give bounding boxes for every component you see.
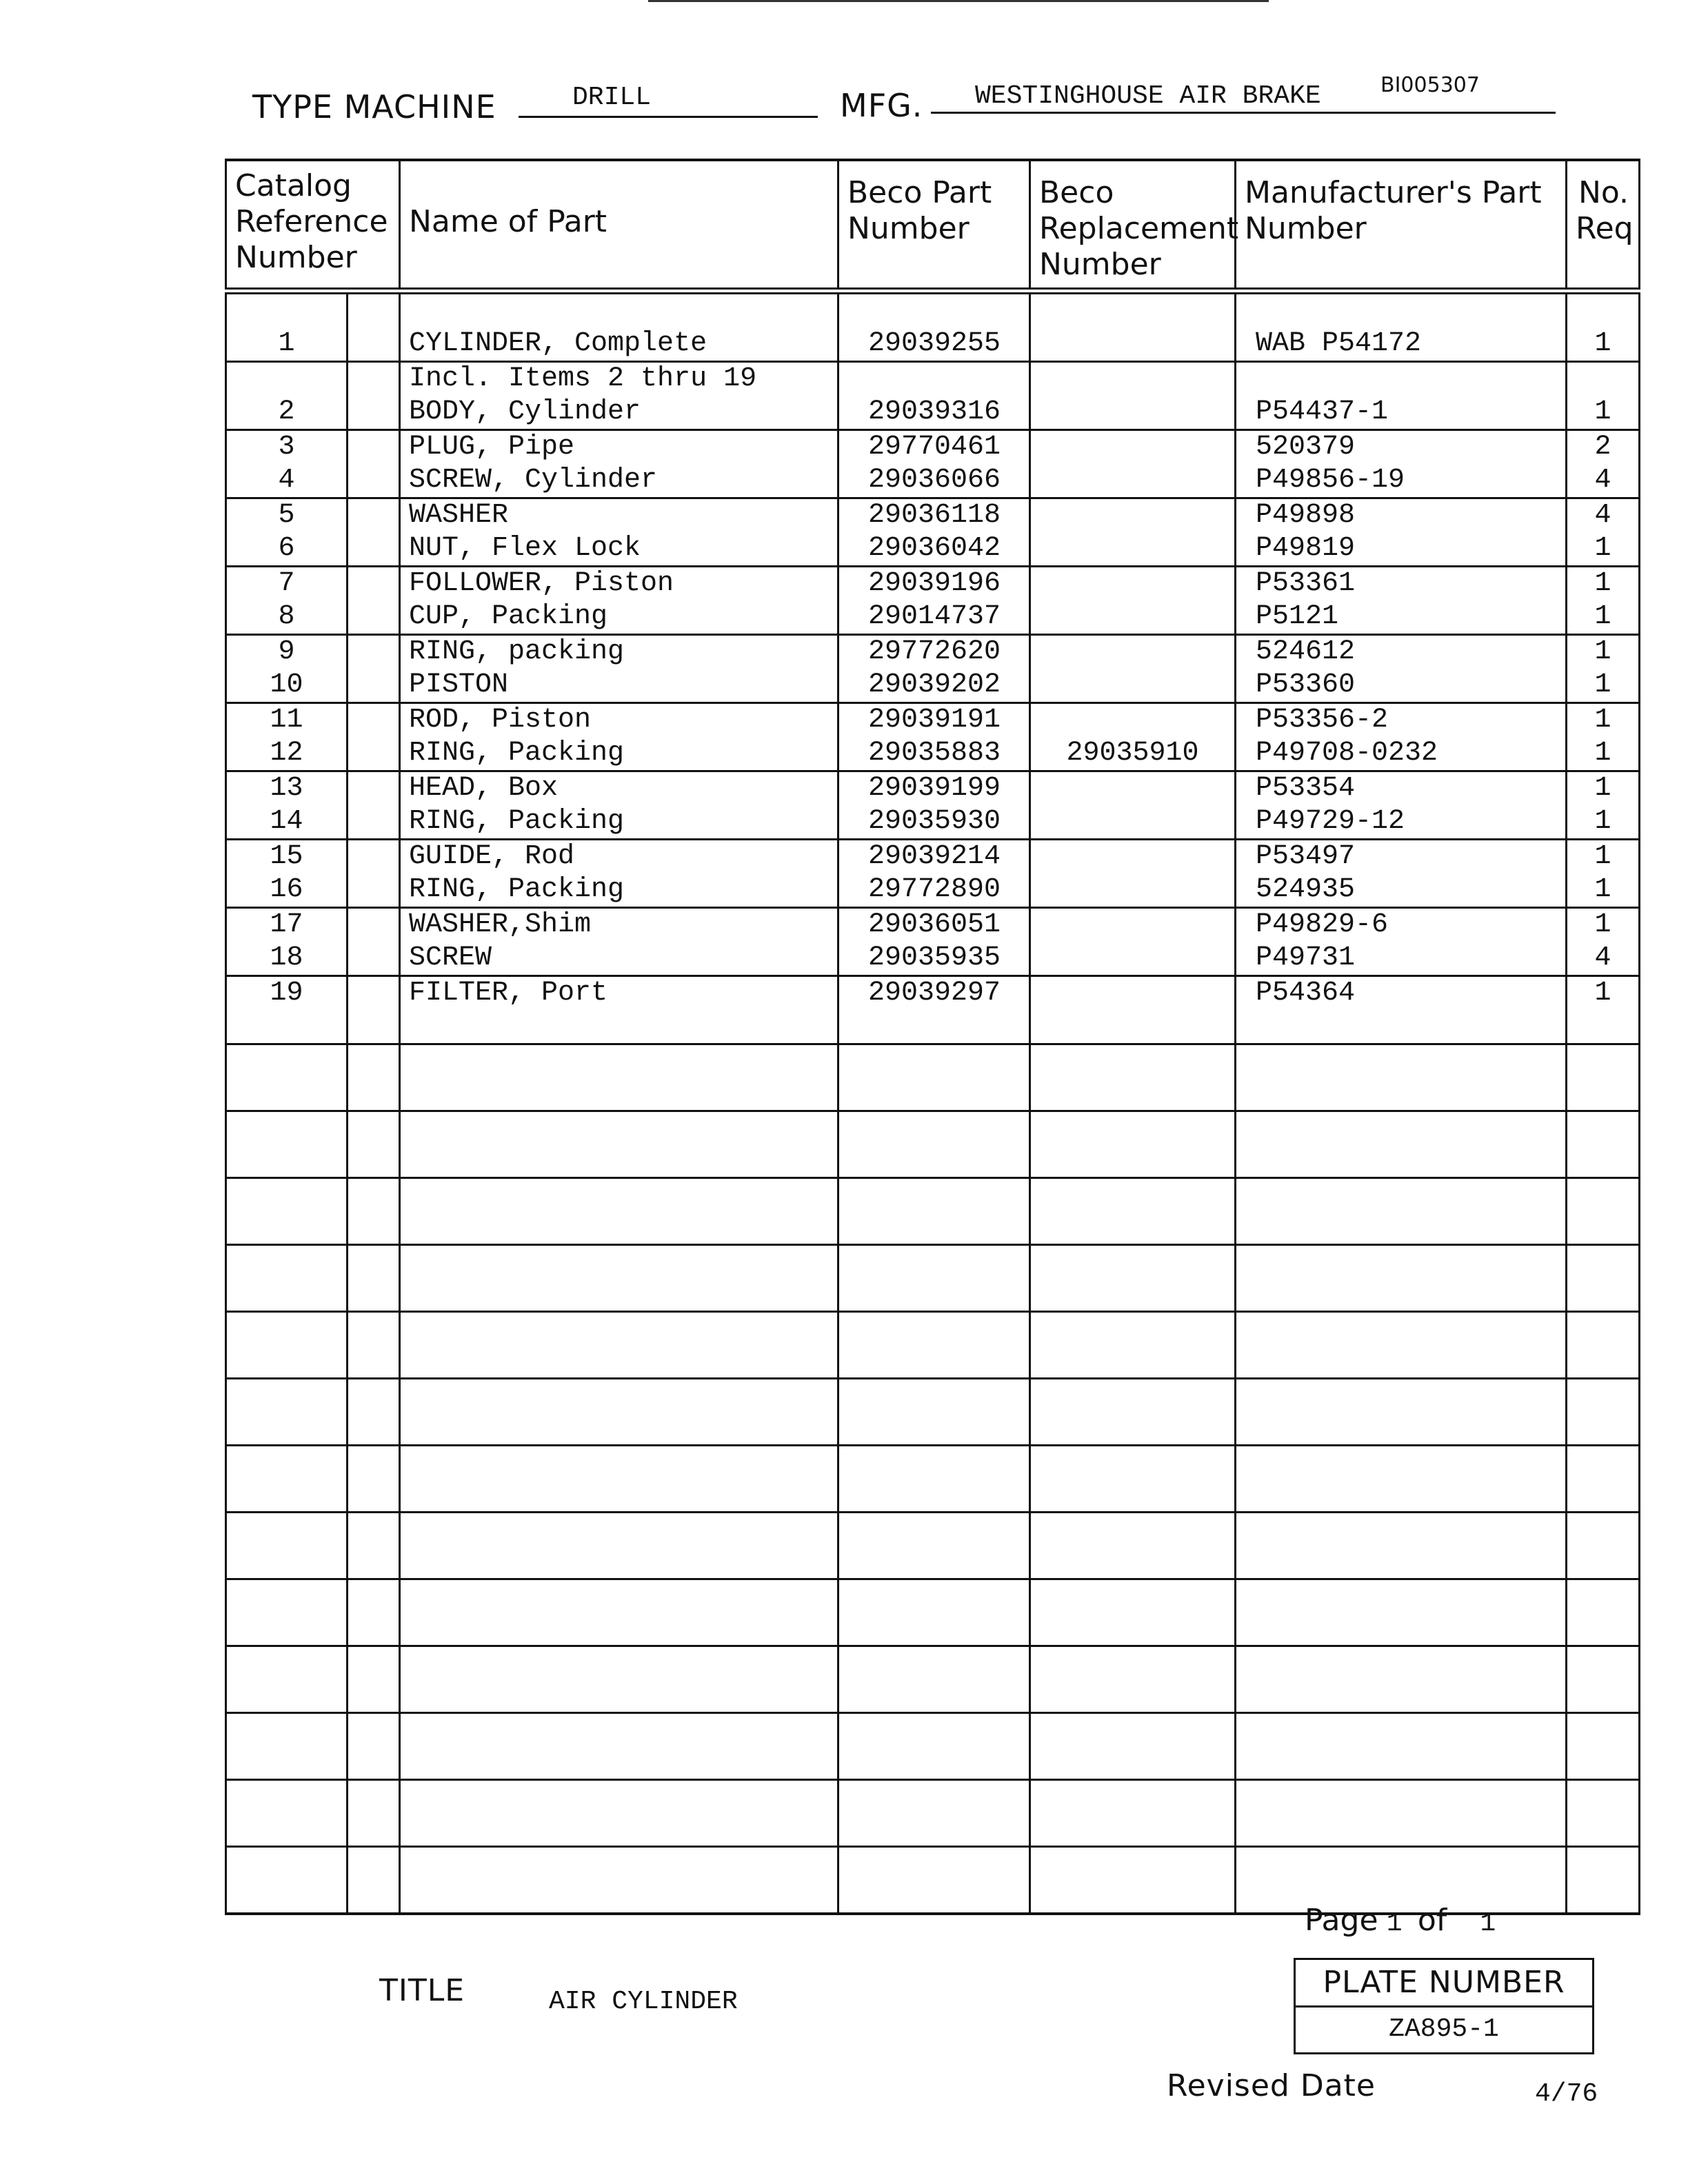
- cell-mfr: P54437-1: [1236, 396, 1567, 430]
- cell-replacement: [1030, 840, 1236, 874]
- table-row: [226, 669, 1640, 703]
- cell-mfr: P49708-0232: [1236, 737, 1567, 771]
- cell-qty: 1: [1567, 600, 1640, 635]
- parts-table: [225, 159, 1640, 1915]
- table-header-row: [226, 160, 1640, 291]
- cell-ref: 19: [226, 976, 348, 1011]
- cell-ref: 2: [226, 396, 348, 430]
- cell-mfr: P49819: [1236, 532, 1567, 567]
- table-row: [226, 362, 1640, 396]
- table-blank-row: [226, 1446, 1640, 1513]
- cell-qty: 1: [1567, 805, 1640, 840]
- table-row: [226, 771, 1640, 806]
- table-blank-row: [226, 1713, 1640, 1780]
- cell-mfr: P53356-2: [1236, 703, 1567, 738]
- col-header-part-name: Name of Part: [400, 160, 838, 291]
- cell-mfr: P54364: [1236, 976, 1567, 1011]
- cell-replacement: [1030, 327, 1236, 362]
- cell-replacement: [1030, 771, 1236, 806]
- revised-date-label: Revised Date: [1167, 2068, 1376, 2103]
- cell-ref: 4: [226, 464, 348, 498]
- cell-mfr: P5121: [1236, 600, 1567, 635]
- cell-replacement: [1030, 498, 1236, 533]
- cell-name: FOLLOWER, Piston: [400, 567, 838, 601]
- table-row: [226, 635, 1640, 669]
- table-row: [226, 567, 1640, 601]
- cell-name: CUP, Packing: [400, 600, 838, 635]
- cell-ref: 16: [226, 873, 348, 908]
- cell-ref: 6: [226, 532, 348, 567]
- title-value: AIR CYLINDER: [549, 1987, 738, 2016]
- table-row: [226, 840, 1640, 874]
- mfg-underline: [931, 112, 1556, 114]
- cell-ref: 10: [226, 669, 348, 703]
- cell-ref: 9: [226, 635, 348, 669]
- table-blank-row: [226, 1579, 1640, 1646]
- cell-qty: 4: [1567, 498, 1640, 533]
- top-edge-rule: [648, 0, 1269, 2]
- cell-ref: 3: [226, 430, 348, 465]
- cell-qty: 4: [1567, 464, 1640, 498]
- cell-beco: 29035935: [838, 942, 1030, 976]
- cell-name: RING, Packing: [400, 873, 838, 908]
- table-row: [226, 873, 1640, 908]
- cell-replacement: [1030, 635, 1236, 669]
- type-machine-label: TYPE MACHINE: [252, 88, 496, 125]
- cell-replacement: [1030, 976, 1236, 1011]
- table-row: [226, 532, 1640, 567]
- cell-replacement: [1030, 396, 1236, 430]
- cell-beco: 29014737: [838, 600, 1030, 635]
- cell-ref: 1: [226, 327, 348, 362]
- table-blank-row: [226, 1780, 1640, 1847]
- type-machine-value: DRILL: [572, 83, 652, 112]
- table-row: [226, 430, 1640, 465]
- cell-name: FILTER, Port: [400, 976, 838, 1011]
- page-of-label: of: [1417, 1903, 1447, 1938]
- table-row: [226, 464, 1640, 498]
- cell-name: SCREW, Cylinder: [400, 464, 838, 498]
- cell-qty: 1: [1567, 737, 1640, 771]
- table-blank-row: [226, 1044, 1640, 1111]
- col-header-catalog-ref: Catalog Reference Number: [226, 160, 400, 291]
- cell-name: RING, Packing: [400, 805, 838, 840]
- cell-mfr: P49729-12: [1236, 805, 1567, 840]
- col-header-beco-replacement: Beco Replacement Number: [1030, 160, 1236, 291]
- cell-replacement: [1030, 532, 1236, 567]
- table-blank-row: [226, 1513, 1640, 1579]
- table-row: [226, 498, 1640, 533]
- cell-ref: 5: [226, 498, 348, 533]
- cell-ref: 15: [226, 840, 348, 874]
- cell-ref: 12: [226, 737, 348, 771]
- mfg-value: WESTINGHOUSE AIR BRAKE: [975, 81, 1321, 111]
- mfg-label: MFG.: [840, 87, 923, 124]
- table-row: [226, 805, 1640, 840]
- cell-qty: 1: [1567, 976, 1640, 1011]
- table-spacer-row: [226, 1010, 1640, 1044]
- cell-qty: 1: [1567, 327, 1640, 362]
- cell-beco: [838, 362, 1030, 396]
- cell-replacement: [1030, 805, 1236, 840]
- cell-replacement: [1030, 567, 1236, 601]
- col-header-beco-part: Beco Part Number: [838, 160, 1030, 291]
- cell-name: WASHER: [400, 498, 838, 533]
- cell-name: PISTON: [400, 669, 838, 703]
- table-row: [226, 600, 1640, 635]
- cell-mfr: 520379: [1236, 430, 1567, 465]
- cell-name: Incl. Items 2 thru 19: [400, 362, 838, 396]
- cell-ref: 17: [226, 908, 348, 942]
- table-row: [226, 327, 1640, 362]
- cell-name: CYLINDER, Complete: [400, 327, 838, 362]
- cell-ref: [226, 362, 348, 396]
- cell-replacement: [1030, 703, 1236, 738]
- cell-name: HEAD, Box: [400, 771, 838, 806]
- page-indicator: [1305, 1903, 1496, 1939]
- cell-qty: 1: [1567, 771, 1640, 806]
- cell-beco: 29039202: [838, 669, 1030, 703]
- cell-qty: 4: [1567, 942, 1640, 976]
- cell-beco: 29036051: [838, 908, 1030, 942]
- revised-date-value: 4/76: [1535, 2079, 1598, 2109]
- type-machine-underline: [519, 116, 818, 118]
- cell-beco: 29039297: [838, 976, 1030, 1011]
- cell-mfr: WAB P54172: [1236, 327, 1567, 362]
- cell-beco: 29035930: [838, 805, 1030, 840]
- table-row: [226, 396, 1640, 430]
- cell-beco: 29039255: [838, 327, 1030, 362]
- cell-qty: 2: [1567, 430, 1640, 465]
- cell-beco: 29036042: [838, 532, 1030, 567]
- cell-mfr: P53361: [1236, 567, 1567, 601]
- cell-beco: 29772890: [838, 873, 1030, 908]
- cell-replacement: [1030, 669, 1236, 703]
- cell-name: RING, Packing: [400, 737, 838, 771]
- cell-mfr: [1236, 362, 1567, 396]
- cell-replacement: [1030, 942, 1236, 976]
- cell-replacement: 29035910: [1030, 737, 1236, 771]
- table-blank-row: [226, 1111, 1640, 1178]
- cell-ref: 18: [226, 942, 348, 976]
- cell-ref: 13: [226, 771, 348, 806]
- cell-ref: 11: [226, 703, 348, 738]
- cell-ref: 8: [226, 600, 348, 635]
- cell-ref: 7: [226, 567, 348, 601]
- cell-qty: 1: [1567, 396, 1640, 430]
- title-label: TITLE: [379, 1973, 465, 2008]
- cell-beco: 29039199: [838, 771, 1030, 806]
- cell-name: NUT, Flex Lock: [400, 532, 838, 567]
- table-spacer-row: [226, 291, 1640, 327]
- cell-mfr: P49731: [1236, 942, 1567, 976]
- cell-replacement: [1030, 873, 1236, 908]
- cell-replacement: [1030, 362, 1236, 396]
- table-row: [226, 976, 1640, 1011]
- cell-qty: 1: [1567, 703, 1640, 738]
- cell-name: GUIDE, Rod: [400, 840, 838, 874]
- cell-name: RING, packing: [400, 635, 838, 669]
- cell-beco: 29770461: [838, 430, 1030, 465]
- cell-name: BODY, Cylinder: [400, 396, 838, 430]
- cell-qty: 1: [1567, 908, 1640, 942]
- cell-qty: 1: [1567, 873, 1640, 908]
- cell-mfr: P53497: [1236, 840, 1567, 874]
- cell-beco: 29036118: [838, 498, 1030, 533]
- cell-beco: 29039316: [838, 396, 1030, 430]
- table-row: [226, 703, 1640, 738]
- cell-name: ROD, Piston: [400, 703, 838, 738]
- plate-number-box: [1294, 1958, 1594, 2054]
- table-row: [226, 908, 1640, 942]
- cell-qty: 1: [1567, 840, 1640, 874]
- cell-beco: 29035883: [838, 737, 1030, 771]
- page-total: 1: [1480, 1909, 1496, 1939]
- cell-replacement: [1030, 908, 1236, 942]
- cell-qty: [1567, 362, 1640, 396]
- cell-ref: 14: [226, 805, 348, 840]
- col-header-qty: No. Req: [1567, 160, 1640, 291]
- cell-mfr: P53354: [1236, 771, 1567, 806]
- table-blank-row: [226, 1178, 1640, 1245]
- plate-number-value: ZA895-1: [1389, 2014, 1499, 2044]
- cell-beco: 29036066: [838, 464, 1030, 498]
- cell-beco: 29039214: [838, 840, 1030, 874]
- cell-qty: 1: [1567, 532, 1640, 567]
- cell-name: WASHER,Shim: [400, 908, 838, 942]
- cell-name: PLUG, Pipe: [400, 430, 838, 465]
- page-label: Page: [1305, 1903, 1378, 1938]
- col-header-mfr-part: Manufacturer's Part Number: [1236, 160, 1567, 291]
- table-row: [226, 737, 1640, 771]
- cell-mfr: P49829-6: [1236, 908, 1567, 942]
- cell-mfr: P49856-19: [1236, 464, 1567, 498]
- cell-replacement: [1030, 464, 1236, 498]
- page-number: 1: [1386, 1909, 1403, 1939]
- table-blank-row: [226, 1646, 1640, 1713]
- cell-beco: 29772620: [838, 635, 1030, 669]
- cell-mfr: 524935: [1236, 873, 1567, 908]
- table-blank-row: [226, 1379, 1640, 1446]
- cell-qty: 1: [1567, 669, 1640, 703]
- cell-beco: 29039191: [838, 703, 1030, 738]
- cell-qty: 1: [1567, 567, 1640, 601]
- document-id: BI005307: [1380, 73, 1480, 97]
- plate-number-label: PLATE NUMBER: [1296, 1960, 1592, 2008]
- table-blank-row: [226, 1312, 1640, 1379]
- cell-replacement: [1030, 600, 1236, 635]
- cell-mfr: 524612: [1236, 635, 1567, 669]
- cell-replacement: [1030, 430, 1236, 465]
- cell-beco: 29039196: [838, 567, 1030, 601]
- cell-name: SCREW: [400, 942, 838, 976]
- table-blank-row: [226, 1245, 1640, 1312]
- cell-mfr: P49898: [1236, 498, 1567, 533]
- table-row: [226, 942, 1640, 976]
- cell-mfr: P53360: [1236, 669, 1567, 703]
- cell-qty: 1: [1567, 635, 1640, 669]
